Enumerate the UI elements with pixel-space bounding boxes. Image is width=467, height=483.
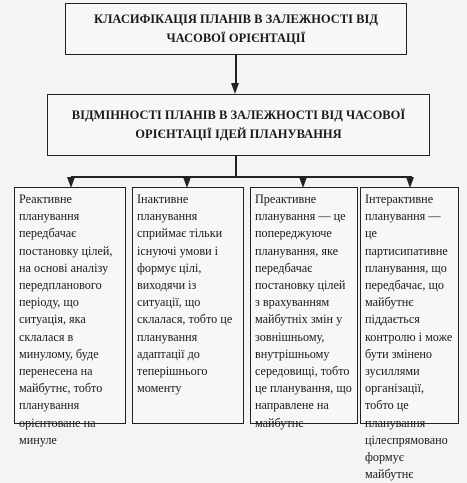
preactive-planning-text: Преактивне планування — це попереджуюче планування, яке передбачає постановку цілей з врахуванням майбутніх змін у зовнішньому, внутрішньому середовищі, тобто це планування, що направлене на майбутнє [255,192,352,430]
differences-heading-box [47,94,430,156]
reactive-planning-box [14,187,126,447]
reactive-planning-text: Реактивне планування передбачає постановку цілей, на основі аналізу передпланового періоду, що ситуація, яка склалася в минулому, буде перенесена на майбутнє, тобто планування орієнтоване на минуле [19,192,113,447]
classification-title-line1: КЛАСИФІКАЦІЯ ПЛАНІВ В ЗАЛЕЖНОСТІ ВІД [94,12,378,26]
classification-title-line2: ЧАСОВОЇ ОРІЄНТАЦІЇ [166,31,306,45]
interactive-planning-box [360,187,459,482]
connector-horizontal [71,176,411,178]
classification-title-box [65,3,407,55]
differences-heading-line2: ОРІЄНТАЦІЇ ІДЕЙ ПЛАНУВАННЯ [135,127,342,141]
inactive-planning-text: Інактивне планування сприймає тільки існуючі умови і формує цілі, виходячи із ситуації, що склалася, тобто це планування адаптації до теперішнього моменту [137,192,233,396]
connector-vertical-middle [235,156,237,177]
interactive-planning-text: Інтерактивне планування — це партисипативне планування, що передбачає, що майбутнє піддається контролю і може бути змінено зусиллями організації, тобто це планування цілеспрямовано формує майбутнє [365,192,453,482]
preactive-planning-box [250,187,358,430]
arrow-down-icon [231,83,239,94]
connector-vertical-top [235,55,237,84]
inactive-planning-box [132,187,244,424]
differences-heading-line1: ВІДМІННОСТІ ПЛАНІВ В ЗАЛЕЖНОСТІ ВІД ЧАСОВОЇ [71,108,406,122]
